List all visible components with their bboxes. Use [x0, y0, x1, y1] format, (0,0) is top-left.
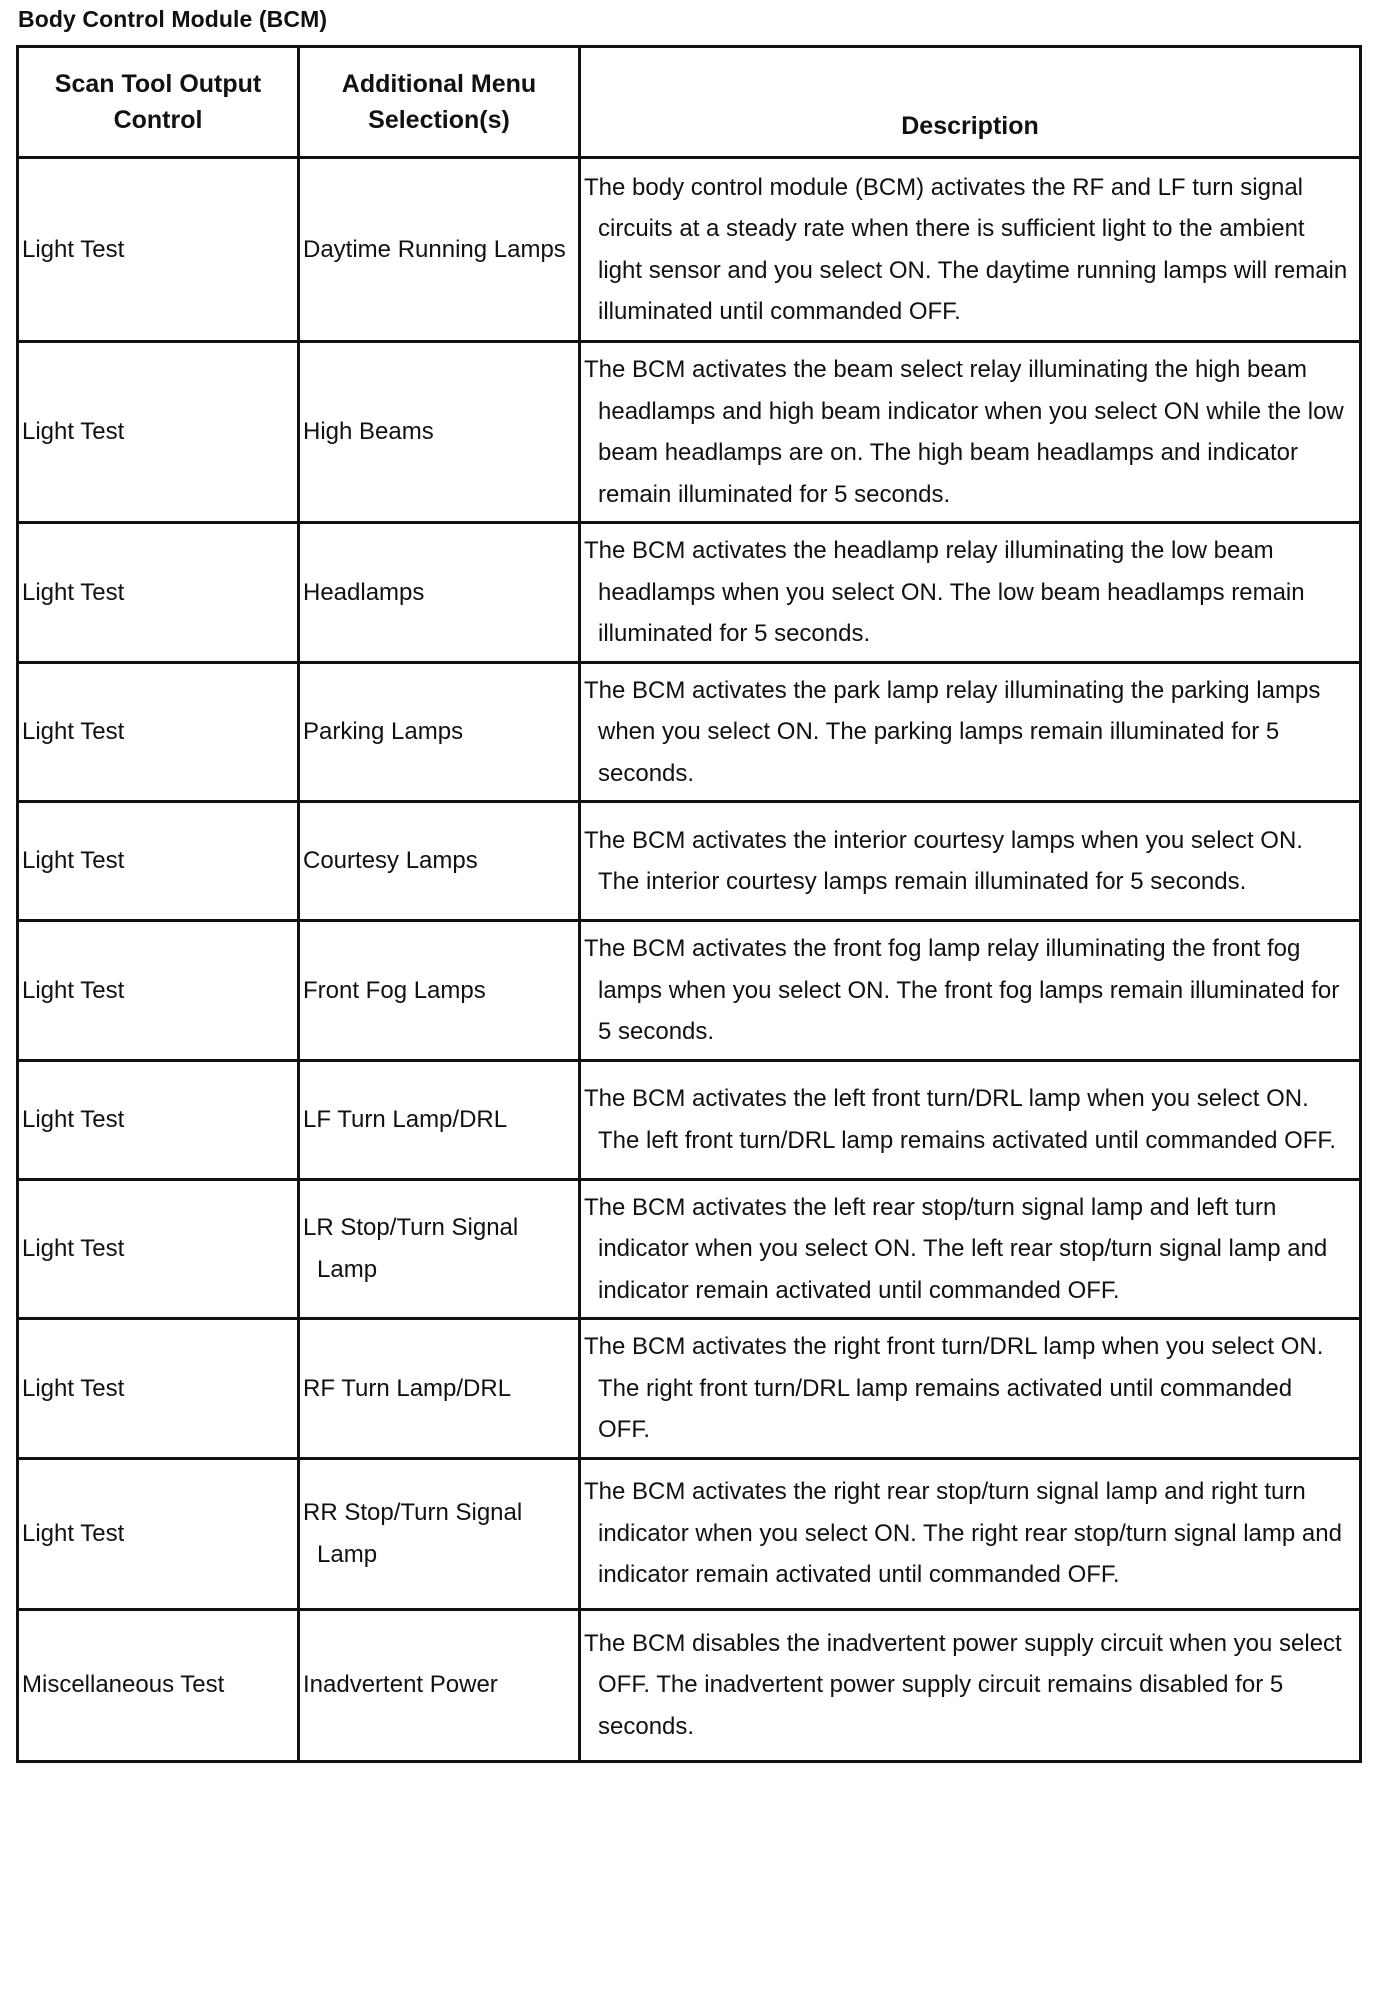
cell-output-control: Miscellaneous Test — [18, 1609, 299, 1761]
cell-output-control: Light Test — [18, 158, 299, 342]
table-row — [18, 1609, 1361, 1761]
cell-description — [580, 662, 1361, 802]
table-row — [18, 1060, 1361, 1179]
table-row — [18, 523, 1361, 663]
table-row — [18, 921, 1361, 1061]
cell-description — [580, 921, 1361, 1061]
cell-output-control: Light Test — [18, 802, 299, 921]
bcm-output-control-table — [16, 45, 1362, 1763]
cell-output-control: Light Test — [18, 1458, 299, 1609]
description-text: The body control module (BCM) activates the RF and LF turn signal circuits at a steady rate when there is sufficient light to the ambient light sensor and you select ON. The daytime running lamps will remain illuminated until commanded OFF. — [584, 173, 1348, 325]
cell-menu-selection — [299, 1179, 580, 1319]
description-text: The BCM activates the beam select relay illuminating the high beam headlamps and high beam indicator when you select ON while the low beam headlamps are on. The high beam headlamps and indicator remain illuminated for 5 seconds. — [584, 356, 1344, 508]
table-row — [18, 1458, 1361, 1609]
cell-output-control: Light Test — [18, 662, 299, 802]
cell-output-control: Light Test — [18, 523, 299, 663]
description-text: The BCM activates the right front turn/DRL lamp when you select ON. The right front turn/DRL lamp remains activated until commanded OFF. — [584, 1333, 1324, 1443]
description-text: The BCM activates the left rear stop/turn signal lamp and left turn indicator when you select ON. The left rear stop/turn signal lamp and indicator remain activated until commanded OFF. — [584, 1193, 1328, 1304]
header-description: Description — [580, 47, 1361, 158]
description-text: The BCM activates the right rear stop/turn signal lamp and right turn indicator when you select ON. The right rear stop/turn signal lamp and indicator remain activated until commanded OFF. — [584, 1478, 1342, 1589]
cell-menu-selection: LF Turn Lamp/DRL — [299, 1060, 580, 1179]
cell-menu-selection — [299, 1458, 580, 1609]
cell-description — [580, 523, 1361, 663]
description-text: The BCM activates the headlamp relay illuminating the low beam headlamps when you select ON. The low beam headlamps remain illuminated for 5 seconds. — [584, 537, 1305, 647]
description-text: The BCM disables the inadvertent power supply circuit when you select OFF. The inadvertent power supply circuit remains disabled for 5 seconds. — [584, 1629, 1342, 1740]
cell-output-control: Light Test — [18, 1060, 299, 1179]
table-header-row — [18, 47, 1361, 158]
description-text: The BCM activates the park lamp relay illuminating the parking lamps when you select ON. The parking lamps remain illuminated for 5 seconds. — [584, 676, 1321, 787]
cell-menu-selection: Daytime Running Lamps — [299, 158, 580, 342]
description-text: The BCM activates the interior courtesy lamps when you select ON. The interior courtesy lamps remain illuminated for 5 seconds. — [584, 826, 1303, 895]
cell-description — [580, 1179, 1361, 1319]
description-text: The BCM activates the front fog lamp relay illuminating the front fog lamps when you select ON. The front fog lamps remain illuminated for 5 seconds. — [584, 935, 1340, 1045]
cell-menu-selection: High Beams — [299, 342, 580, 523]
menu-selection-text: RR Stop/Turn Signal Lamp — [303, 1499, 523, 1568]
cell-description — [580, 158, 1361, 342]
cell-menu-selection: Courtesy Lamps — [299, 802, 580, 921]
description-text: The BCM activates the left front turn/DRL lamp when you select ON. The left front turn/DRL lamp remains activated until commanded OFF. — [584, 1085, 1337, 1154]
cell-menu-selection: Parking Lamps — [299, 662, 580, 802]
header-scan-tool-output-control: Scan Tool Output Control — [18, 47, 299, 158]
header-additional-menu-selections: Additional Menu Selection(s) — [299, 47, 580, 158]
cell-output-control: Light Test — [18, 342, 299, 523]
cell-description — [580, 1609, 1361, 1761]
cell-description — [580, 1060, 1361, 1179]
page-title: Body Control Module (BCM) — [18, 6, 328, 32]
table-row — [18, 662, 1361, 802]
menu-selection-text: LR Stop/Turn Signal Lamp — [303, 1214, 519, 1283]
cell-description — [580, 802, 1361, 921]
cell-description — [580, 1458, 1361, 1609]
cell-description — [580, 1319, 1361, 1459]
cell-output-control: Light Test — [18, 1319, 299, 1459]
cell-output-control: Light Test — [18, 921, 299, 1061]
cell-menu-selection: RF Turn Lamp/DRL — [299, 1319, 580, 1459]
table-row — [18, 1179, 1361, 1319]
cell-description — [580, 342, 1361, 523]
table-row — [18, 1319, 1361, 1459]
table-row — [18, 158, 1361, 342]
table-row — [18, 802, 1361, 921]
cell-menu-selection: Inadvertent Power — [299, 1609, 580, 1761]
cell-menu-selection: Front Fog Lamps — [299, 921, 580, 1061]
cell-menu-selection: Headlamps — [299, 523, 580, 663]
table-row — [18, 342, 1361, 523]
cell-output-control: Light Test — [18, 1179, 299, 1319]
